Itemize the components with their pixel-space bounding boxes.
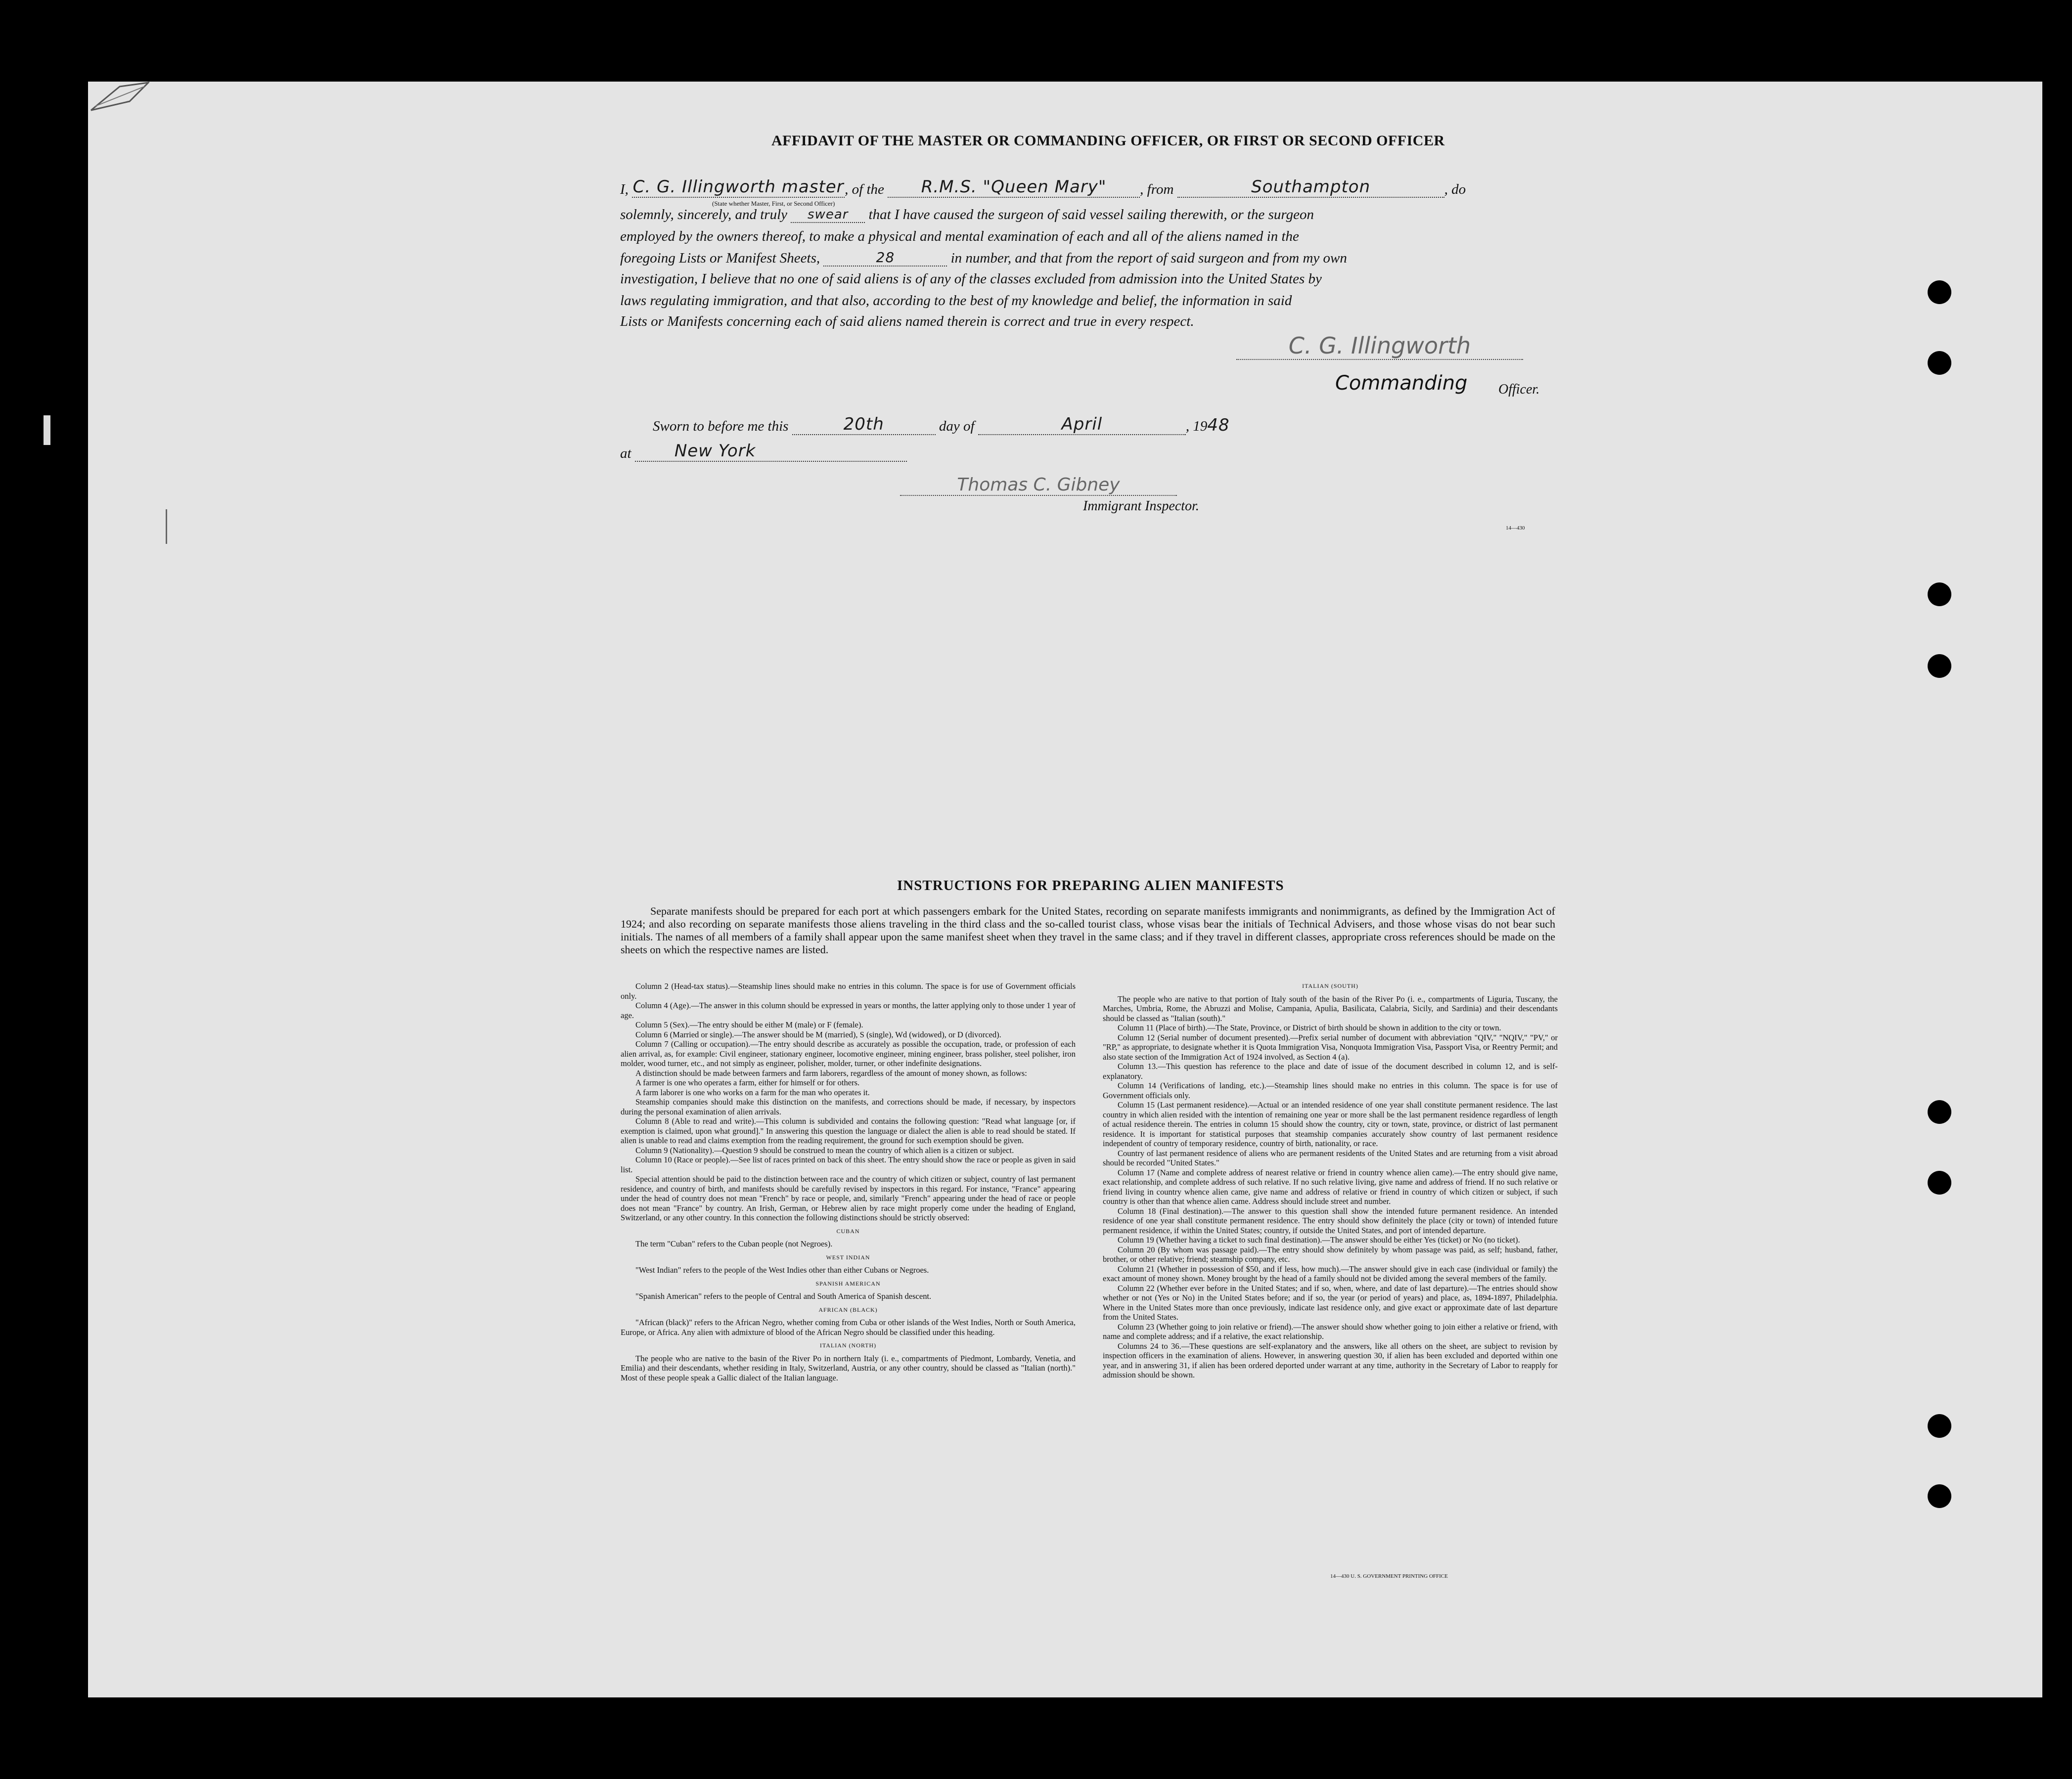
instruction-paragraph: Country of last permanent residence of aliens who are permanent residents of the United States and are returning from a visit abroad should be recorded "United States." bbox=[1103, 1148, 1558, 1167]
officer-rank-field: Commanding bbox=[1335, 372, 1468, 395]
punch-hole bbox=[1928, 1484, 1951, 1508]
sworn-year-field: 48 bbox=[1207, 415, 1230, 435]
instruction-paragraph: Column 5 (Sex).—The entry should be either M (male) or F (female). bbox=[635, 1020, 863, 1029]
instruction-paragraph: Column 8 (Able to read and write).—This column is subdivided and contains the following question: "Read what language [or, if exemption is claimed, upon what ground]." In answering this question the language or dialect the alien is able to read should be stated. If alien is unable to read and claims exemption from the reading requirement, the ground for such exemption should be given. bbox=[621, 1116, 1076, 1145]
affidavit-line-7: Lists or Manifests concerning each of said aliens named therein is correct and true in every respect. bbox=[620, 313, 1194, 329]
instruction-paragraph: A farm laborer is one who works on a farm for the man who operates it. bbox=[635, 1087, 870, 1097]
instructions-intro: Separate manifests should be prepared for each port at which passengers embark for the United States, recording on separate manifests immigrants and nonimmigrants, as defined by the Immigration Act of 1924; and also recording on separate manifests those aliens traveling in the third class and the so-called tourist class, whose visas bear the initials of Technical Advisers, and those whose visas do not bear such initials. The names of all members of a family shall appear upon the same manifest sheet when they travel in the same class; and if they travel in different classes, appropriate cross references should be made on the sheets on which the respective names are listed. bbox=[621, 905, 1555, 956]
instruction-paragraph: Steamship companies should make this distinction on the manifests, and corrections should be made, if necessary, by inspectors during the personal examination of alien arrivals. bbox=[621, 1097, 1076, 1116]
sworn-place-field: New York bbox=[635, 441, 907, 462]
instruction-paragraph: The people who are native to that portion of Italy south of the basin of the River Po (i. e., compartments of Liguria, Tuscany, the Marches, Umbria, Rome, the Abruzzi and Molise, Campania, Apulia, Basilicata, Calabria, Sicily, and Sardinia) and their descendants should be classed as "Italian (south)." bbox=[1103, 994, 1558, 1023]
affidavit-line-6: laws regulating immigration, and that also, according to the best of my knowledge and belief, the information in said bbox=[620, 293, 1292, 309]
punch-hole bbox=[1928, 351, 1951, 375]
master-signature: C. G. Illingworth bbox=[1236, 332, 1523, 360]
instructions-title: INSTRUCTIONS FOR PREPARING ALIEN MANIFESTS bbox=[897, 878, 1284, 893]
instruction-paragraph: Column 2 (Head-tax status).—Steamship lines should make no entries in this column. The space is for use of Government officials only. bbox=[621, 981, 1076, 1001]
instruction-paragraph: Column 18 (Final destination).—The answer to this question shall show the intended future permanent residence. An intended residence of one year shall constitute permanent residence. The entry should show definitely the place (city or town) of intended future permanent residence, if within the United States; country, if outside the United States, and port of intended departure. bbox=[1103, 1206, 1558, 1235]
instruction-paragraph: "African (black)" refers to the African Negro, whether coming from Cuba or other islands of the West Indies, North or South America, Europe, or Africa. Any alien with admixture of blood of the African Negro should be classified under this heading. bbox=[621, 1318, 1076, 1337]
section-heading: WEST INDIAN bbox=[826, 1253, 870, 1261]
margin-smudge bbox=[44, 415, 50, 445]
sworn-month-field: April bbox=[978, 414, 1186, 435]
officer-label: Officer. bbox=[1498, 382, 1540, 397]
instruction-paragraph: Column 13.—This question has reference to the place and date of issue of the document described in column 12, and is self-explanatory. bbox=[1103, 1062, 1558, 1081]
instruction-paragraph: Column 21 (Whether in possession of $50, and if less, how much).—The answer should give in each case (individual or family) the exact amount of money shown. Money brought by the head of a family should not be divided among the several members of the family. bbox=[1103, 1264, 1558, 1283]
affidavit-title: AFFIDAVIT OF THE MASTER OR COMMANDING OFFICER, OR FIRST OR SECOND OFFICER bbox=[771, 133, 1445, 149]
section-heading: ITALIAN (SOUTH) bbox=[1302, 982, 1358, 989]
section-heading: ITALIAN (NORTH) bbox=[819, 1342, 877, 1349]
affidavit-line-5: investigation, I believe that no one of said aliens is of any of the classes excluded from admission into the United States by bbox=[620, 271, 1322, 287]
margin-smudge bbox=[166, 509, 187, 544]
instruction-paragraph: A distinction should be made between farmers and farm laborers, regardless of the amount of money shown, as follows: bbox=[635, 1068, 1027, 1078]
instruction-paragraph: Column 12 (Serial number of document presented).—Prefix serial number of document with abbreviation "QIV," "NQIV," "PV," or "RP," as appropriate, to designate whether it is Quota Immigration Visa, Nonquota Immigration Visa, Passport Visa, or Reentry Permit; and also state section of the Immigration Act of 1924 involved, as Section 4 (a). bbox=[1103, 1032, 1558, 1062]
instruction-paragraph: Column 4 (Age).—The answer in this column should be expressed in years or months, the latter applying only to those under 1 year of age. bbox=[621, 1001, 1076, 1020]
officer-rank-note: (State whether Master, First, or Second Officer) bbox=[712, 200, 835, 207]
oath-field: swear bbox=[791, 207, 865, 223]
instruction-paragraph: Columns 24 to 36.—These questions are self-explanatory and the answers, like all others on the sheet, are subject to revision by inspection officers in the examination of aliens. However, in answering question 30, if alien has been excluded and deported within one year, and in answering 31, if alien has been ordered deported under warrant at any time, authority in the Secretary of Labor to reapply for admission should be shown. bbox=[1103, 1341, 1558, 1379]
section-heading: AFRICAN (BLACK) bbox=[818, 1306, 878, 1313]
punch-hole bbox=[1928, 280, 1951, 304]
departure-port-field: Southampton bbox=[1177, 177, 1444, 198]
punch-hole bbox=[1928, 654, 1951, 678]
affidavit-line-1: I, C. G. Illingworth master, of the R.M.S. "Queen Mary" , from Southampton , do bbox=[620, 177, 1466, 197]
instruction-paragraph: Column 22 (Whether ever before in the United States; and if so, when, where, and date of last departure).—The entries should show whether or not (Yes or No) in the United States before; and if so, the year (or period of years) and place, as, 1894-1897, Philadelphia. Where in the United States more than once previously, indicate last residence only, and give exact or approximate date of last departure from the United States. bbox=[1103, 1283, 1558, 1322]
instruction-paragraph: Column 19 (Whether having a ticket to such final destination).—The answer should be either Yes (ticket) or No (no ticket). bbox=[1118, 1235, 1520, 1245]
vessel-name-field: R.M.S. "Queen Mary" bbox=[888, 177, 1140, 198]
instruction-paragraph: The people who are native to the basin of the River Po in northern Italy (i. e., compartments of Piedmont, Lombardy, Venetia, and Emilia) and their descendants, whether residing in Italy, Switzerland, Austria, or any other country, should be classed as "Italian (north)." Most of these people speak a Gallic dialect of the Italian language. bbox=[621, 1353, 1076, 1382]
instruction-paragraph: Column 9 (Nationality).—Question 9 should be construed to mean the country of which alien is a citizen or subject. bbox=[635, 1145, 1014, 1155]
instruction-paragraph: Column 7 (Calling or occupation).—The entry should describe as accurately as possible the occupation, trade, or profession of each alien arrival, as, for example: Civil engineer, stationary engineer, locomotive engineer, mining engineer, brass polisher, steel polisher, iron molder, wood turner, etc., and not simply as engineer, polisher, molder, turner, or other indefinite designations. bbox=[621, 1039, 1076, 1068]
affidavit-line-4: foregoing Lists or Manifest Sheets, 28 in number, and that from the report of said surgeon and from my own bbox=[620, 249, 1347, 266]
section-heading: SPANISH AMERICAN bbox=[815, 1280, 881, 1287]
folded-corner-mark bbox=[90, 82, 149, 111]
punch-hole bbox=[1928, 582, 1951, 606]
instructions-left-column bbox=[621, 981, 1076, 1382]
instruction-paragraph: Column 20 (By whom was passage paid).—The entry should show definitely by whom passage was paid, as self; husband, father, brother, or other relative; friend; steamship company, etc. bbox=[1103, 1245, 1558, 1264]
instruction-paragraph: Column 10 (Race or people).—See list of races printed on back of this sheet. The entry should show the race or people as given in said list. bbox=[621, 1155, 1076, 1174]
instruction-paragraph: "West Indian" refers to the people of the West Indies other than either Cubans or Negroes. bbox=[635, 1265, 929, 1275]
instruction-paragraph: Column 11 (Place of birth).—The State, Province, or District of birth should be shown in addition to the city or town. bbox=[1118, 1023, 1501, 1032]
instructions-right-column bbox=[1103, 981, 1558, 1380]
instruction-paragraph: Column 6 (Married or single).—The answer should be M (married), S (single), Wd (widowed), or D (divorced). bbox=[635, 1029, 1001, 1039]
section-heading: CUBAN bbox=[836, 1227, 860, 1235]
printing-office-footer: 14—430 U. S. GOVERNMENT PRINTING OFFICE bbox=[1330, 1573, 1448, 1579]
sworn-day-field: 20th bbox=[792, 414, 936, 435]
punch-hole bbox=[1928, 1171, 1951, 1195]
punch-hole bbox=[1928, 1414, 1951, 1438]
instruction-paragraph: Column 14 (Verifications of landing, etc.).—Steamship lines should make no entries in this column. The space is for use of Government officials only. bbox=[1103, 1081, 1558, 1100]
instruction-paragraph: The term "Cuban" refers to the Cuban people (not Negroes). bbox=[635, 1239, 833, 1248]
sheet-count-field: 28 bbox=[823, 249, 947, 267]
punch-hole bbox=[1928, 1100, 1951, 1124]
sworn-line: Sworn to before me this 20th day of April , 1948 bbox=[653, 414, 1230, 435]
affidavit-line-2: solemnly, sincerely, and truly swear that I have caused the surgeon of said vessel sailing therewith, or the surgeon bbox=[620, 207, 1314, 222]
inspector-label: Immigrant Inspector. bbox=[1083, 498, 1199, 514]
instruction-paragraph: Column 17 (Name and complete address of nearest relative or friend in country whence alien came).—The entry should give name, exact relationship, and complete address of such relative. If no such relative living, give name and address of friend. If no such relative or friend living in country whence alien came, give name and address of relative or friend in country of which citizen or subject, if such country is other than that whence alien came. Address should include street and number. bbox=[1103, 1167, 1558, 1206]
instruction-paragraph: Column 15 (Last permanent residence).—Actual or an intended residence of one year shall constitute permanent residence. The last country in which alien resided with the intention of remaining one year or more shall be the last permanent residence regardless of length of actual residence therein. The entries in column 15 should show the country, city or town, state, province, or district of last permanent residence. It is important for statistical purposes that steamship companies accurately show country of last permanent residence independent of country of temporary residence, country of birth, nationality, or race. bbox=[1103, 1100, 1558, 1148]
instruction-paragraph: "Spanish American" refers to the people of Central and South America of Spanish descent. bbox=[635, 1291, 932, 1301]
instruction-paragraph: Special attention should be paid to the distinction between race and the country of which citizen or subject, country of last permanent residence, and country of birth, and manifests should be carefully revised by inspectors in this regard. For instance, "France" appearing under the head of country does not mean "French" by race or people, and, similarly "French" appearing under the head of race or people does not mean "France" by country. An Irish, German, or Hebrew alien by race might properly come under the heading of England, Switzerland, or any other country. In this connection the following distinctions should be strictly observed: bbox=[621, 1174, 1076, 1222]
affidavit-line-3: employed by the owners thereof, to make a physical and mental examination of each and all of the aliens named in the bbox=[620, 228, 1299, 244]
form-number: 14—430 bbox=[1506, 525, 1525, 531]
instruction-paragraph: A farmer is one who operates a farm, either for himself or for others. bbox=[635, 1078, 860, 1087]
officer-name-field: C. G. Illingworth master bbox=[632, 177, 844, 197]
sworn-place-line: at New York bbox=[620, 441, 907, 462]
instruction-paragraph: Column 23 (Whether going to join relative or friend).—The answer should show whether going to join either a relative or friend, with name and complete address; and if a relative, the exact relationship. bbox=[1103, 1322, 1558, 1341]
inspector-signature: Thomas C. Gibney bbox=[900, 475, 1177, 496]
